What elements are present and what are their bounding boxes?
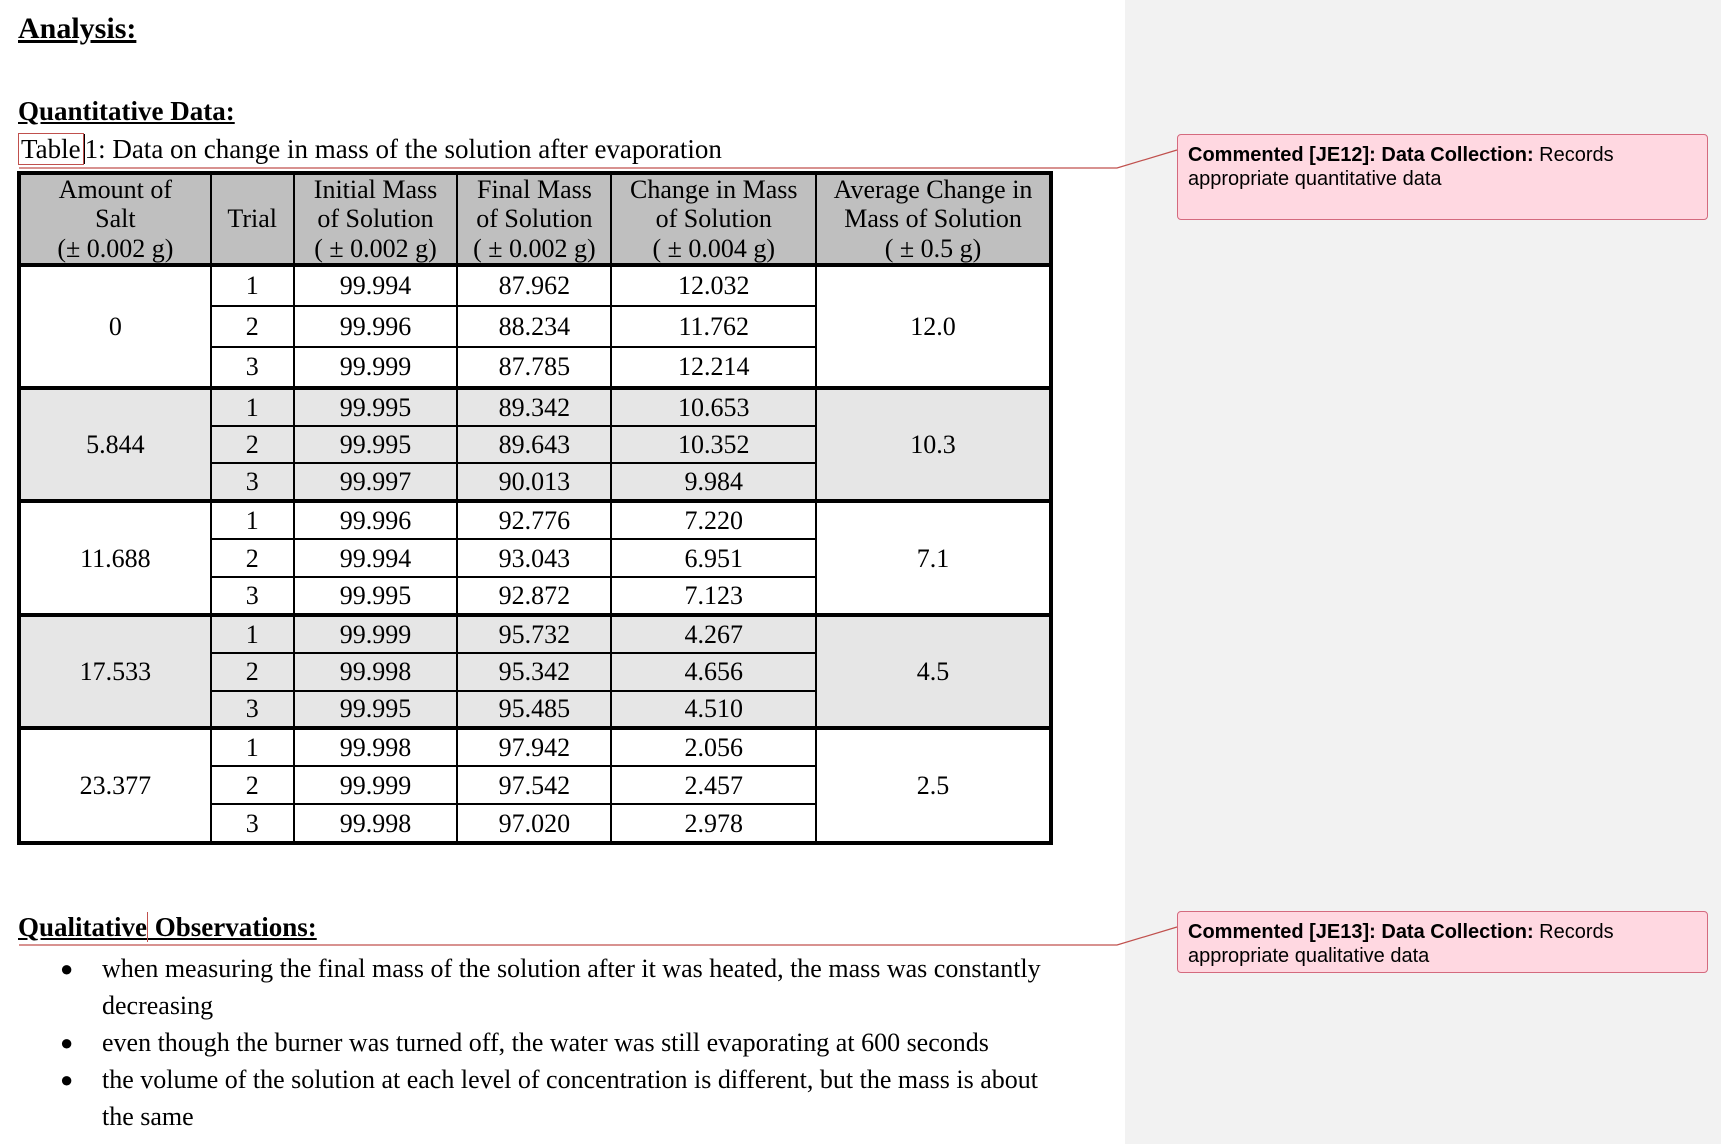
trial-cell: 3: [211, 577, 294, 615]
header-trial: Trial: [211, 173, 294, 265]
salt-amount-cell: 23.377: [19, 728, 211, 843]
salt-amount-cell: 11.688: [19, 501, 211, 615]
final-mass-cell: 95.342: [457, 653, 611, 691]
change-mass-cell: 4.510: [611, 691, 816, 729]
header-change-in-mass: Change in Mass of Solution ( ± 0.004 g): [611, 173, 816, 265]
change-mass-cell: 4.267: [611, 615, 816, 653]
initial-mass-cell: 99.997: [294, 463, 458, 501]
comment-anchor-jE13[interactable]: Qualitative: [18, 912, 147, 942]
change-mass-cell: 12.214: [611, 347, 816, 388]
trial-cell: 3: [211, 463, 294, 501]
average-change-cell: 12.0: [816, 265, 1051, 388]
initial-mass-cell: 99.998: [294, 728, 458, 766]
trial-cell: 1: [211, 388, 294, 426]
header-amount-of-salt: Amount of Salt (± 0.002 g): [19, 173, 211, 265]
qualitative-observations-heading: [18, 912, 317, 943]
trial-cell: 1: [211, 501, 294, 539]
bullet-icon: ●: [60, 956, 74, 981]
final-mass-cell: 87.785: [457, 347, 611, 388]
salt-amount-cell: 17.533: [19, 615, 211, 729]
final-mass-cell: 87.962: [457, 265, 611, 306]
salt-amount-cell: 5.844: [19, 388, 211, 502]
trial-cell: 1: [211, 728, 294, 766]
final-mass-cell: 89.342: [457, 388, 611, 426]
change-mass-cell: 4.656: [611, 653, 816, 691]
final-mass-cell: 93.043: [457, 539, 611, 577]
final-mass-cell: 97.942: [457, 728, 611, 766]
salt-group: [19, 388, 1051, 502]
change-mass-cell: 10.352: [611, 426, 816, 464]
final-mass-cell: 92.872: [457, 577, 611, 615]
caption-text: : Data on change in mass of the solution after evaporation: [98, 134, 722, 164]
salt-group: [19, 728, 1051, 843]
header-final-mass: Final Mass of Solution ( ± 0.002 g): [457, 173, 611, 265]
trial-cell: 2: [211, 653, 294, 691]
observations-list: [60, 950, 1070, 1135]
change-mass-cell: 2.056: [611, 728, 816, 766]
initial-mass-cell: 99.999: [294, 766, 458, 804]
final-mass-cell: 90.013: [457, 463, 611, 501]
observation-text: the volume of the solution at each level of concentration is different, but the mass is about the same: [102, 1065, 1038, 1131]
final-mass-cell: 92.776: [457, 501, 611, 539]
average-change-cell: 4.5: [816, 615, 1051, 729]
trial-cell: 2: [211, 766, 294, 804]
initial-mass-cell: 99.996: [294, 501, 458, 539]
initial-mass-cell: 99.994: [294, 539, 458, 577]
final-mass-cell: 88.234: [457, 306, 611, 347]
final-mass-cell: 97.542: [457, 766, 611, 804]
change-mass-cell: 7.123: [611, 577, 816, 615]
change-mass-cell: 7.220: [611, 501, 816, 539]
change-mass-cell: 12.032: [611, 265, 816, 306]
trial-cell: 1: [211, 265, 294, 306]
initial-mass-cell: 99.999: [294, 615, 458, 653]
list-item: [60, 1061, 1070, 1135]
table-row: [19, 265, 1051, 306]
table-row: [19, 501, 1051, 539]
comment-balloon-jE12[interactable]: [1177, 134, 1708, 220]
initial-mass-cell: 99.996: [294, 306, 458, 347]
observation-text: when measuring the final mass of the solution after it was heated, the mass was constantly decreasing: [102, 954, 1041, 1020]
average-change-cell: 2.5: [816, 728, 1051, 843]
bullet-icon: ●: [60, 1030, 74, 1055]
change-mass-cell: 9.984: [611, 463, 816, 501]
quantitative-data-heading: Quantitative Data:: [18, 96, 235, 126]
qualitative-heading-rest: Observations:: [148, 912, 317, 942]
average-change-cell: 10.3: [816, 388, 1051, 502]
comment-text: Records appropriate quantitative data: [1188, 144, 1614, 190]
list-item: [60, 950, 1070, 1024]
mass-change-table: [17, 171, 1053, 845]
initial-mass-cell: 99.995: [294, 388, 458, 426]
table-row: [19, 388, 1051, 426]
final-mass-cell: 95.732: [457, 615, 611, 653]
initial-mass-cell: 99.995: [294, 691, 458, 729]
table-caption: [18, 134, 722, 165]
trial-cell: 2: [211, 539, 294, 577]
average-change-cell: 7.1: [816, 501, 1051, 615]
comment-text: Records appropriate qualitative data: [1188, 921, 1614, 967]
initial-mass-cell: 99.995: [294, 426, 458, 464]
trial-cell: 3: [211, 347, 294, 388]
list-item: [60, 1024, 1070, 1061]
change-mass-cell: 6.951: [611, 539, 816, 577]
salt-amount-cell: 0: [19, 265, 211, 388]
initial-mass-cell: 99.995: [294, 577, 458, 615]
trial-cell: 2: [211, 426, 294, 464]
salt-group: [19, 265, 1051, 388]
trial-cell: 3: [211, 691, 294, 729]
initial-mass-cell: 99.994: [294, 265, 458, 306]
bullet-icon: ●: [60, 1067, 74, 1092]
trial-cell: 2: [211, 306, 294, 347]
table-row: [19, 615, 1051, 653]
final-mass-cell: 97.020: [457, 804, 611, 843]
comment-anchor-jE12[interactable]: Table: [18, 133, 84, 165]
comment-title: Commented [JE12]: Data Collection:: [1188, 144, 1534, 166]
final-mass-cell: 95.485: [457, 691, 611, 729]
trial-cell: 1: [211, 615, 294, 653]
analysis-heading: Analysis:: [18, 12, 137, 45]
final-mass-cell: 89.643: [457, 426, 611, 464]
change-mass-cell: 11.762: [611, 306, 816, 347]
header-initial-mass: Initial Mass of Solution ( ± 0.002 g): [294, 173, 458, 265]
header-average-change: Average Change in Mass of Solution ( ± 0.5 g): [816, 173, 1051, 265]
caption-number: 1: [84, 134, 99, 164]
change-mass-cell: 10.653: [611, 388, 816, 426]
comment-balloon-jE13[interactable]: [1177, 911, 1708, 973]
initial-mass-cell: 99.998: [294, 653, 458, 691]
initial-mass-cell: 99.998: [294, 804, 458, 843]
salt-group: [19, 501, 1051, 615]
trial-cell: 3: [211, 804, 294, 843]
table-header-row: [19, 173, 1051, 265]
salt-group: [19, 615, 1051, 729]
initial-mass-cell: 99.999: [294, 347, 458, 388]
observation-text: even though the burner was turned off, the water was still evaporating at 600 seconds: [102, 1028, 989, 1057]
change-mass-cell: 2.457: [611, 766, 816, 804]
comment-title: Commented [JE13]: Data Collection:: [1188, 921, 1534, 943]
table-row: [19, 728, 1051, 766]
change-mass-cell: 2.978: [611, 804, 816, 843]
